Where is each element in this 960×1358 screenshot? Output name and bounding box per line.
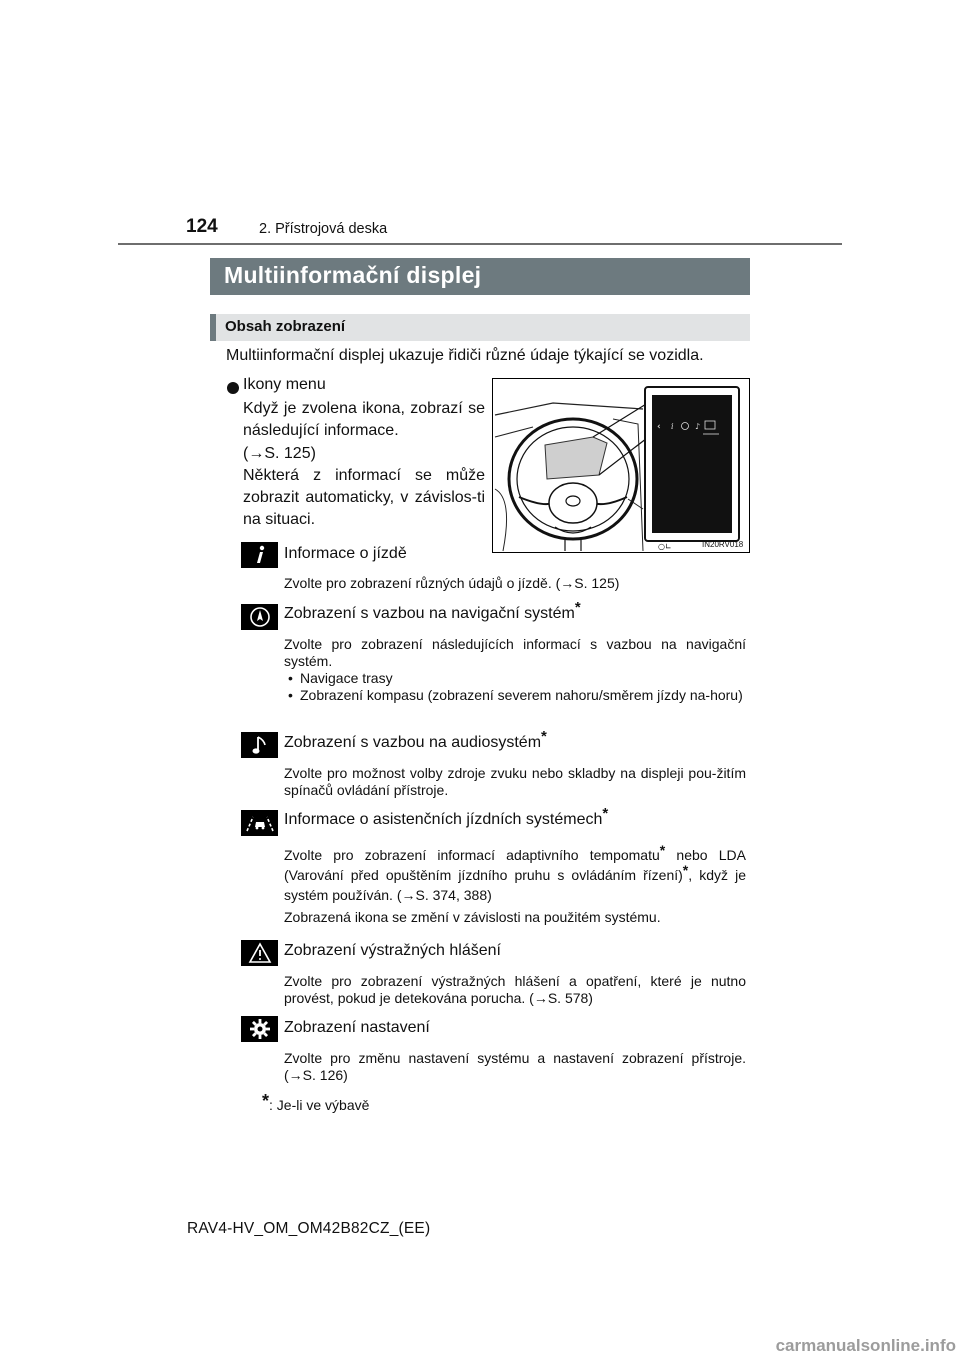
bullet-dot (227, 382, 239, 394)
intro-text: Multiinformační displej ukazuje řidiči různé údaje týkající se vozidla. (226, 347, 704, 364)
item-desc-trip-info: Zvolte pro zobrazení různých údajů o jízdě. (→S. 125) (284, 575, 620, 591)
chapter-title: 2. Přístrojová deska (259, 221, 388, 237)
music-note-icon (241, 732, 278, 758)
bullet-body (243, 398, 485, 532)
document-id: RAV4-HV_OM_OM42B82CZ_(EE) (187, 1220, 431, 1237)
bullet-body-line: Když je zvolena ikona, zobrazí se následující informace. (243, 400, 485, 440)
svg-text:i: i (671, 422, 674, 431)
item-desc-settings: Zvolte pro změnu nastavení systému a nastavení zobrazení přístroje. (→S. 126) (284, 1050, 746, 1083)
footnote: *: Je-li ve výbavě (262, 1091, 370, 1113)
navigation-icon (241, 604, 278, 630)
bullet-body-line: Některá z informací se může zobrazit automaticky, v závislos-ti na situaci. (243, 466, 485, 529)
subsection-bar (210, 314, 750, 341)
info-i-icon (241, 542, 278, 568)
section-title-bar (210, 258, 750, 295)
item-title-driving-assist: Informace o asistenčních jízdních systémech* (284, 805, 609, 828)
header-rule (118, 243, 842, 245)
bullet-ref: (→S. 125) (243, 444, 316, 462)
driving-assist-icon (241, 810, 278, 836)
bullet-title: Ikony menu (243, 376, 326, 393)
item-desc-warnings: Zvolte pro zobrazení výstražných hlášení a opatření, které je nutno provést, pokud je detekována porucha. (→S. 578) (284, 973, 746, 1006)
page-number: 124 (186, 216, 218, 237)
svg-text:♪: ♪ (695, 422, 701, 431)
item-title-trip-info: Informace o jízdě (284, 545, 407, 562)
list-item: • Zobrazení kompasu (zobrazení severem nahoru/směrem jízdy na-horu) (284, 687, 746, 704)
item-desc-navigation: Zvolte pro zobrazení následujících informací s vazbou na navigační systém. • Navigace trasy • Zobrazení kompasu (zobrazení severem nahoru/směrem jízdy na-horu) (284, 636, 746, 704)
dashboard-drawing (493, 379, 749, 552)
item-title-audio: Zobrazení s vazbou na audiosystém* (284, 728, 547, 751)
subsection-title: Obsah zobrazení (225, 318, 346, 335)
warning-triangle-icon (241, 940, 278, 966)
item-title-settings: Zobrazení nastavení (284, 1019, 430, 1036)
item-title-navigation: Zobrazení s vazbou na navigační systém* (284, 599, 581, 622)
item-desc-audio: Zvolte pro možnost volby zdroje zvuku nebo skladby na displeji pou-žitím spínačů ovládání přístroje. (284, 765, 746, 798)
list-item: • Navigace trasy (284, 670, 746, 687)
gear-icon (241, 1016, 278, 1042)
item-title-warnings: Zobrazení výstražných hlášení (284, 942, 501, 959)
figure-code: IN20RV018 (702, 540, 744, 549)
dashboard-illustration (492, 378, 750, 553)
subsection-marker (210, 314, 216, 341)
item-desc-driving-assist: Zvolte pro zobrazení informací adaptivního tempomatu* nebo LDA (Varování před opuštěním jízdního pruhu s ovládáním řízení)*, když je systém používán. (→S. 374, 388) Zobrazená ikona se změní v závislosti na použitém systému. (284, 842, 747, 925)
section-title: Multiinformační displej (224, 262, 482, 288)
svg-text:○∟: ○∟ (658, 542, 672, 551)
svg-text:‹: ‹ (657, 422, 661, 432)
watermark: carmanualsonline.info (775, 1336, 956, 1355)
